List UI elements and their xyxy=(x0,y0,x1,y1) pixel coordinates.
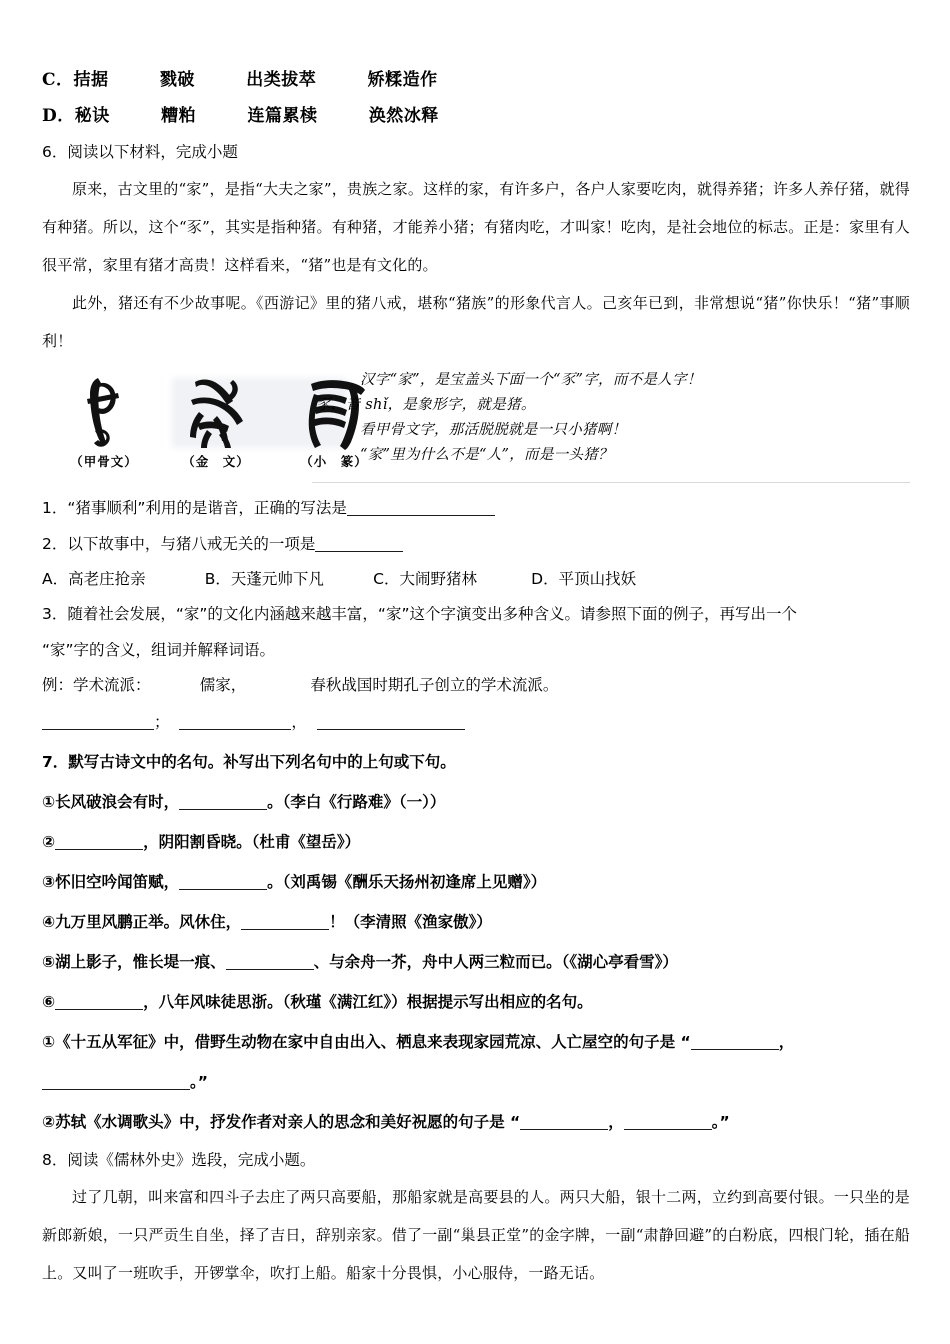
q7-item-6 xyxy=(42,982,910,1022)
question-6-paragraph-2: 此外，猪还有不少故事呢。《西游记》里的猪八戒，堪称“猪族”的形象代言人。己亥年已到，非常想说“猪”你快乐！“猪”事顺利！ xyxy=(42,294,910,350)
q7-item-4 xyxy=(42,902,910,942)
q7-prompted-2-lead: ②苏轼《水调歌头》中，抒发作者对亲人的思念和美好祝愿的句子是 “ xyxy=(42,1113,521,1131)
q7-prompted-2-mid: ， xyxy=(608,1113,624,1131)
q6-sub-1-number: 1． xyxy=(42,499,68,517)
question-8-stem: 8．阅读《儒林外史》选段，完成小题。 xyxy=(42,1151,316,1169)
q7-item-3-after: 。（刘禹锡《酬乐天扬州初逢席上见赠》） xyxy=(267,873,547,891)
q7-item-4-before: ④九万里风鹏正举。风休住， xyxy=(42,913,242,931)
character-evolution-figure xyxy=(42,368,910,490)
answer-blank-a[interactable] xyxy=(42,729,154,730)
q7-item-1 xyxy=(42,782,910,822)
q7-prompted-1-mid: ， xyxy=(778,1033,795,1051)
handwritten-line-2: 豕，音 shǐ，是象形字，就是猪。 xyxy=(316,397,536,413)
q7-item-6-before: ⑥ xyxy=(42,993,56,1011)
page-content xyxy=(42,62,910,1292)
q7-prompted-1-tail: 。” xyxy=(190,1073,208,1091)
q7-prompted-2-tail: 。” xyxy=(711,1113,730,1131)
choice-c-label: C． xyxy=(42,70,74,90)
answer-blank-q7-6[interactable] xyxy=(55,1009,143,1010)
q6-sub-1-text: “猪事顺利”利用的是谐音，正确的写法是 xyxy=(67,499,347,517)
q6-sub-2-text: 以下故事中，与猪八戒无关的一项是 xyxy=(67,535,316,553)
glyph-caption-seal: （小 篆） xyxy=(300,454,368,469)
handwritten-line-4: “家”里为什么不是“人”，而是一头猪？ xyxy=(360,447,613,463)
answer-blank-p2-a[interactable] xyxy=(520,1129,608,1130)
answer-blank-q7-2[interactable] xyxy=(55,849,143,850)
glyph-caption-bronze: （金 文） xyxy=(182,454,250,469)
q7-prompted-1 xyxy=(42,1022,910,1102)
answer-blank-q7-3[interactable] xyxy=(179,889,267,890)
q7-item-2 xyxy=(42,822,910,862)
handwritten-line-1: 汉字“家”，是宝盖头下面一个“豕”字，而不是人字！ xyxy=(360,372,702,388)
q7-item-4-after: ！（李清照《渔家傲》） xyxy=(329,913,492,931)
question-6-paragraph-1: 原来，古文里的“家”，是指“大夫之家”，贵族之家。这样的家，有许多户，各户人家要吃肉，就得养猪；许多人养仔猪，就得有种猪。所以，这个“豕”，其实是指种猪。有种猪，才能养小猪；有猪肉吃，才叫家！吃肉，是社会地位的标志。正是：家里有人很平常，家里有猪才高贵！这样看来，“猪”也是有文化的。 xyxy=(42,180,910,274)
q7-item-2-before: ② xyxy=(42,833,56,851)
q7-item-6-after: ，八年风味徒思浙。（秋瑾《满江红》）根据提示写出相应的名句。 xyxy=(143,993,593,1011)
q6-options-row[interactable]: A．高老庄抢亲 B．天蓬元帅下凡 C．大闹野猪林 D．平顶山找妖 xyxy=(42,570,637,588)
answer-blank-p1-a[interactable] xyxy=(691,1049,779,1050)
q6-sub-2-number: 2． xyxy=(42,535,68,553)
glyph-caption-oracle-bone: （甲骨文） xyxy=(70,454,138,469)
answer-blank-c[interactable] xyxy=(317,729,465,730)
q7-item-5-after: 、与余舟一芥，舟中人两三粒而已。（《湖心亭看雪》） xyxy=(313,953,678,971)
answer-blank-p2-b[interactable] xyxy=(624,1129,712,1130)
q6-sub-question-2 xyxy=(42,526,910,562)
q6-answer-blank-row[interactable]: ； ， xyxy=(42,702,910,742)
q7-item-1-after: 。（李白《行路难》（一）） xyxy=(267,793,446,811)
q7-item-5 xyxy=(42,942,910,982)
bronze-script-icon xyxy=(168,372,264,450)
q7-prompted-2 xyxy=(42,1102,910,1142)
handwritten-line-3: 看甲骨文字，那活脱脱就是一只小猪啊！ xyxy=(360,422,627,438)
q7-item-2-after: ，阴阳割昏晓。（杜甫《望岳》） xyxy=(143,833,361,851)
choice-c-words: 拮据 戮破 出类拔萃 矫糅造作 xyxy=(73,70,438,90)
answer-blank-q7-1[interactable] xyxy=(179,809,267,810)
q7-item-3 xyxy=(42,862,910,902)
handwritten-note xyxy=(316,368,910,480)
oracle-bone-script-icon xyxy=(56,372,152,450)
q6-sub-question-3-line1: 3．随着社会发展，“家”的文化内涵越来越丰富，“家”这个字演变出多种含义。请参照下面的例子，再写出一个 xyxy=(42,605,797,623)
choice-row-d xyxy=(42,98,910,134)
q7-prompted-1-lead: ①《十五从军征》中，借野生动物在家中自由出入、栖息来表现家园荒凉、人亡屋空的句子是 “ xyxy=(42,1033,691,1051)
q7-item-1-before: ①长风破浪会有时， xyxy=(42,793,180,811)
choice-row-c xyxy=(42,62,910,98)
choice-d-label: D． xyxy=(42,106,75,126)
q6-sub-question-3-line2: “家”字的含义，组词并解释词语。 xyxy=(42,641,276,659)
question-8-paragraph: 过了几朝，叫来富和四斗子去庄了两只高要船，那船家就是高要县的人。两只大船，银十二两，立约到高要付银。一只坐的是新郎新娘，一只严贡生自坐，择了吉日，辞别亲家。借了一副“巢县正堂”的金字牌，一副“肃静回避”的白粉底，四根门轮，插在船上。又叫了一班吹手，开锣掌伞，吹打上船。船家十分畏惧，小心服侍，一路无话。 xyxy=(42,1188,910,1282)
answer-blank-b[interactable] xyxy=(179,729,291,730)
answer-blank-p1-b[interactable] xyxy=(42,1089,190,1090)
answer-blank-q7-5[interactable] xyxy=(226,969,314,970)
choice-d-words: 秘诀 糟粕 连篇累椟 涣然冰释 xyxy=(74,106,439,126)
q7-item-5-before: ⑤湖上影子，惟长堤一痕、 xyxy=(42,953,226,971)
answer-blank-q6-1[interactable] xyxy=(347,515,495,516)
question-6-stem: 6．阅读以下材料，完成小题 xyxy=(42,143,238,161)
q6-sub-question-1 xyxy=(42,490,910,526)
glyph-column-oracle-bone xyxy=(56,372,152,470)
question-7-stem: 7．默写古诗文中的名句。补写出下列名句中的上句或下句。 xyxy=(42,753,456,771)
q6-example-row: 例：学术流派： 儒家， 春秋战国时期孔子创立的学术流派。 xyxy=(42,676,559,694)
glyph-column-bronze xyxy=(168,372,264,470)
figure-bottom-rule xyxy=(312,482,910,483)
q7-item-3-before: ③怀旧空吟闻笛赋， xyxy=(42,873,180,891)
answer-blank-q7-4[interactable] xyxy=(241,929,329,930)
answer-blank-q6-2[interactable] xyxy=(315,551,403,552)
